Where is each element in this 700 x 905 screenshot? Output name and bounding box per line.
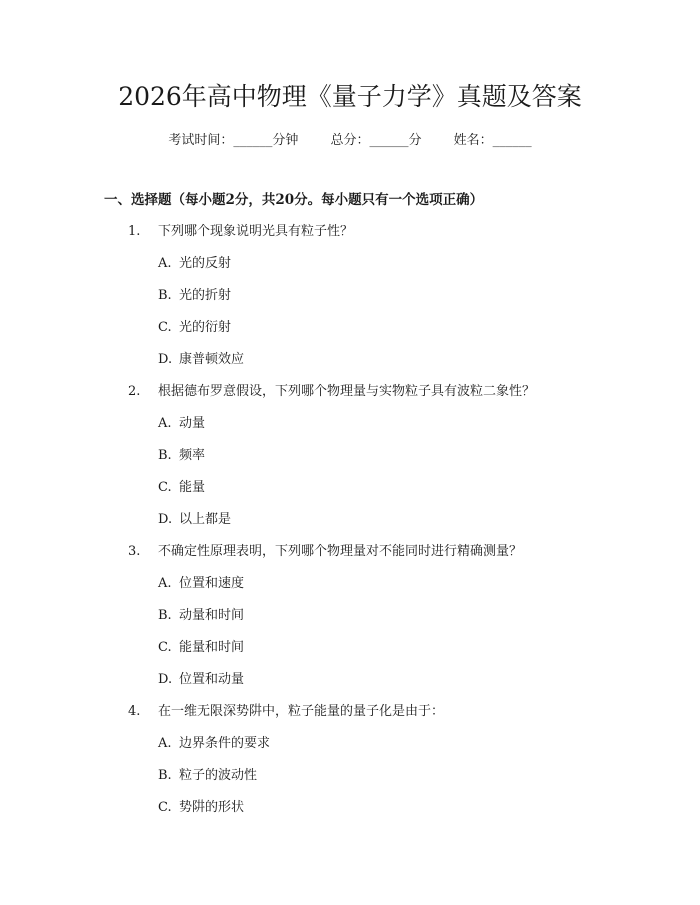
- question-number: 2.: [128, 384, 141, 399]
- option-text: 位置和动量: [179, 672, 245, 687]
- option-text: 以上都是: [179, 512, 232, 527]
- option-letter: C.: [158, 320, 172, 335]
- option-text: 光的衍射: [179, 320, 232, 335]
- question-3: [128, 542, 522, 562]
- exam-info-line: [0, 131, 700, 151]
- question-3-option-a: [158, 574, 244, 594]
- question-2-option-b: [158, 446, 205, 466]
- question-2-option-c: [158, 478, 205, 498]
- question-text: 在一维无限深势阱中，粒子能量的量子化是由于：: [158, 704, 445, 719]
- question-text: 根据德布罗意假设，下列哪个物理量与实物粒子具有波粒二象性？: [158, 384, 536, 399]
- option-letter: C.: [158, 800, 172, 815]
- question-1: [128, 222, 353, 242]
- question-text: 下列哪个现象说明光具有粒子性？: [158, 224, 354, 239]
- question-number: 3.: [128, 544, 141, 559]
- option-text: 光的折射: [179, 288, 232, 303]
- option-text: 能量: [179, 480, 206, 495]
- question-4-option-b: [158, 766, 257, 786]
- total-score-field: 总分：______分: [330, 133, 422, 148]
- section-heading: 一、选择题（每小题2分，共20分。每小题只有一个选项正确）: [104, 192, 484, 208]
- question-3-option-b: [158, 606, 244, 626]
- question-4: [128, 702, 444, 722]
- option-text: 动量和时间: [179, 608, 245, 623]
- option-text: 动量: [179, 416, 206, 431]
- option-letter: C.: [158, 640, 172, 655]
- option-text: 粒子的波动性: [179, 768, 258, 783]
- option-text: 光的反射: [179, 256, 232, 271]
- option-letter: A.: [158, 736, 172, 751]
- question-4-option-c: [158, 798, 244, 818]
- student-name-field: 姓名：______: [453, 133, 532, 148]
- option-text: 边界条件的要求: [179, 736, 271, 751]
- question-1-option-d: [158, 350, 244, 370]
- option-text: 位置和速度: [179, 576, 245, 591]
- question-1-option-a: [158, 254, 231, 274]
- question-2-option-a: [158, 414, 205, 434]
- page-title: 2026年高中物理《量子力学》真题及答案: [118, 82, 582, 111]
- question-3-option-d: [158, 670, 244, 690]
- question-3-option-c: [158, 638, 244, 658]
- option-letter: D.: [158, 672, 173, 687]
- option-letter: B.: [158, 608, 172, 623]
- question-text: 不确定性原理表明，下列哪个物理量对不能同时进行精确测量？: [158, 544, 523, 559]
- question-4-option-a: [158, 734, 270, 754]
- option-letter: A.: [158, 256, 172, 271]
- option-text: 能量和时间: [179, 640, 245, 655]
- option-letter: D.: [158, 512, 173, 527]
- option-letter: B.: [158, 768, 172, 783]
- option-letter: A.: [158, 576, 172, 591]
- option-letter: B.: [158, 448, 172, 463]
- option-letter: D.: [158, 352, 173, 367]
- question-1-option-b: [158, 286, 231, 306]
- question-2-option-d: [158, 510, 231, 530]
- question-2: [128, 382, 535, 402]
- question-number: 1.: [128, 224, 141, 239]
- option-text: 康普顿效应: [179, 352, 245, 367]
- option-letter: B.: [158, 288, 172, 303]
- question-1-option-c: [158, 318, 231, 338]
- option-letter: C.: [158, 480, 172, 495]
- exam-time-field: 考试时间：______分钟: [168, 133, 299, 148]
- option-text: 势阱的形状: [179, 800, 245, 815]
- option-letter: A.: [158, 416, 172, 431]
- question-number: 4.: [128, 704, 141, 719]
- option-text: 频率: [179, 448, 206, 463]
